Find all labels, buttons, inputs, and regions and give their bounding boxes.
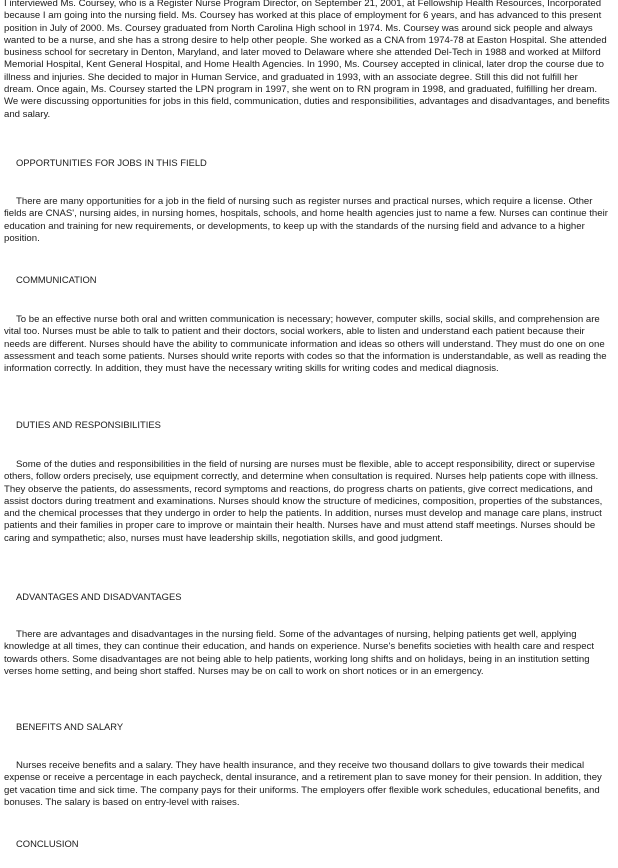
- section-heading-opportunities: OPPORTUNITIES FOR JOBS IN THIS FIELD: [16, 157, 207, 168]
- section-body-duties: Some of the duties and responsibilities in the field of nursing are nurses must be flexible, able to accept responsibility, direct or supervise others, follow orders precisely, use equipment correctly, and determine when consultation is required. Nurses help patients cope with illness. They observe the patients, do assessments, record symptoms and reactions, do progress charts on patients, give correct medications, and assist doctors during treatment and examinations. Nurses should know the structure of medicines, composition, properties of the substances, and the chemical processes that they undergo in order to help the patients. In addition, nurses must develop and manage care plans, instruct patients and their families in proper care to improve or maintain their health. Nurses have and must attend staff meetings. Nurses should be caring and sympathetic; also, nurses must have leadership skills, negotiation skills, and good judgment.: [4, 459, 603, 544]
- section-heading-benefits: BENEFITS AND SALARY: [16, 721, 124, 732]
- section-body-communication: To be an effective nurse both oral and written communication is necessary; however, computer skills, social skills, and comprehension are vital too. Nurses must be able to talk to patient and their doctors, social workers, able to listen and understand each patient because their needs are different. Nurses should have the ability to communicate information and ideas so others will understand. They must do one on one assessment and teach some patients. Nurses should write reports with codes so that the information is understandable, as well as reading the information correctly. In addition, they must have the necessary writing skills for writing codes and medical diagnosis.: [4, 314, 607, 375]
- section-heading-duties: DUTIES AND RESPONSIBILITIES: [16, 419, 161, 430]
- section-body-benefits: Nurses receive benefits and a salary. They have health insurance, and they receive two thousand dollars to give towards their medical expense or receive a percentage in each paycheck, dental insurance, and a retirement plan to save money for their pension. In addition, they get vacation time and sick time. The company pays for their uniforms. The employers offer flexible work schedules, educational benefits, and bonuses. The salary is based on entry-level with raises.: [4, 760, 602, 808]
- section-heading-advantages: ADVANTAGES AND DISADVANTAGES: [16, 591, 182, 602]
- intro-paragraph: I interviewed Ms. Coursey, who is a Register Nurse Program Director, on September 21, 2001, at Fellowship Health Resources, Incorporated because I am going into the nursing field. Ms. Coursey has worked at this place of employment for 6 years, and has advanced to this present position in July of 2000. Ms. Coursey graduated from North Carolina High school in 1974. Ms. Coursey was around sick people and always wanted to be a nurse, and she has a strong desire to help other people. She worked as a CNA from 1974-78 at Easton Hospital. She attended business school for secretary in Denton, Maryland, and later moved to Delaware where she attended Del-Tech in 1988 and worked at Milford Memorial Hospital, Kent General Hospital, and Home Health Agencies. In 1990, Ms. Coursey accepted in clinical, later drop the course due to illness and injuries. She decided to major in Human Service, and graduated in 1993, with an associate degree. Still this did not fulfill her dream. Once again, Ms. Coursey started the LPN program in 1997, she went on to RN program in 1998, and graduated, fulfilling her dream. We were discussing opportunities for jobs in this field, communication, duties and responsibilities, advantages and disadvantages, and benefits and salary.: [4, 0, 610, 120]
- section-heading-conclusion: CONCLUSION: [16, 838, 79, 849]
- section-heading-communication: COMMUNICATION: [16, 274, 97, 285]
- section-body-opportunities: There are many opportunities for a job in the field of nursing such as register nurses and practical nurses, which require a license. Other fields are CNAS', nursing aides, in nursing homes, hospitals, schools, and home health agencies just to name a few. Nurses can continue their education and training for new requirements, or developments, to keep up with the standards of the nursing field and advance to a higher position.: [4, 196, 608, 244]
- section-body-advantages: There are advantages and disadvantages in the nursing field. Some of the advantages of nursing, helping patients get well, applying knowledge at all times, they can continue their education, and hands on experience. Nurse's benefits societies with health care and respect towards others. Some disadvantages are not being able to help patients, working long shifts and on holidays, being in an institution setting verses home setting, and being short staffed. Nurses may be on call to work on short notices or in an emergency.: [4, 629, 595, 677]
